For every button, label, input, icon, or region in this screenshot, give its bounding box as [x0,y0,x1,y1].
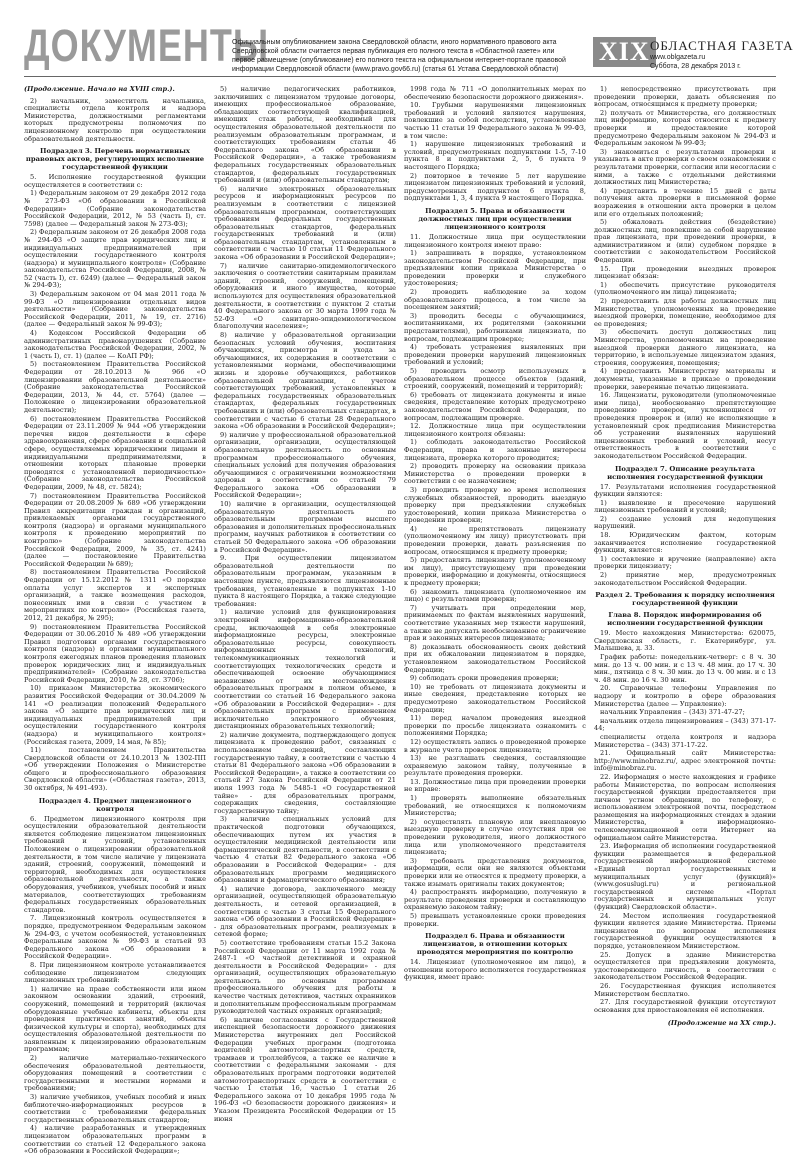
paragraph: 5) соответствие требованиям статьи 15.2 Закона Российской Федерации от 11 марта 1992 года № 2487-1 «О частной детективной и охранной деятельности в Российской Федерации» - для организаций, осуществляющих образовательную деятельность по основным программам профессионального обучения для работы в качестве частных детективов, частных охранников и дополнительным профессиональным программам руководителей частных охранных организаций; [214,938,396,1016]
paragraph: 1) непосредственно присутствовать при проведении проверки, давать объяснения по вопросам, относящимся к предмету проверки; [594,85,776,109]
paragraph: 12) осуществлять запись о проведенной проверке в журнале учета проверок лицензиата; [404,737,586,754]
paragraph: 2) предоставить для работы должностных лиц Министерства, уполномоченных на проведение выездной проверки, помещение, необходимое для ее проведения; [594,297,776,328]
paragraph: начальник отдела лицензирования – (343) 371-17-44; [594,716,776,733]
section-heading: Подраздел 4. Предмет лицензионного контроля [38,796,192,813]
paragraph: 6) постановлением Правительства Российской Федерации от 23.11.2009 № 944 «Об утверждении перечня видов деятельности в сфере здравоохранения, сфере образования и социальной сфере, осуществляемых юридическими лицами и индивидуальными предпринимателями, в отношении которых плановые проверки проводятся с установленной периодичностью» (Собрание законодательства Российской Федерации, 2009, № 48, ст. 5824); [24,414,206,491]
paragraph: 3) проводить беседы с обучающимися, воспитанниками, их родителями (законными представителями), работниками лицензиата, по вопросам, подлежащим проверке; [404,311,586,343]
paragraph: 6. Предметом лицензионного контроля при осуществлении образовательной деятельности является соблюдение лицензиатом лицензионных требований и условий, установленных Положением о лицензировании образовательной деятельности, в том числе наличие у лицензиата зданий, строений, сооружений, помещений и территорий, необходимых для осуществления образовательной деятельности, а также оборудования, учебников, учебных пособий и иных материалов, соответствующих требованиям федеральных государственных образовательных стандартов. [24,814,206,914]
paragraph: 1) наличие на праве собственности или ином законном основании зданий, строений, сооружений, помещений и территорий (включая оборудованные учебные кабинеты, объекты для проведения практических занятий, объекты физической культуры и спорта), необходимых для осуществления образовательной деятельности по заявленным к лицензированию образовательным программам; [24,984,206,1054]
paragraph: 11. Должностные лица при осуществлении лицензионного контроля имеют право: [404,232,586,249]
paragraph: начальник Управления – (343) 371-47-27; [600,708,745,717]
paragraph: 2) повторное в течение 5 лет нарушение лицензиатом лицензионных требований и условий, предусмотренных подпунктом 6 пункта 8, подпунктами 1, 3, 4 пункта 9 настоящего Порядка. [404,171,586,203]
text-column-3 [404,86,586,1088]
paragraph: 16. Лицензиаты, руководители (уполномоченные ими лица), необоснованно препятствующие проведению проверок, уклоняющиеся от проведения проверок и (или) не исполняющие в установленный срок предписания Министерства об устранении выявленных нарушений лицензионных требований и условий, несут ответственность в соответствии с законодательством Российской Федерации. [594,391,776,460]
paragraph: 6) требовать от лицензиата документы и иные сведения, представление которых предусмотрено законодательством Российской Федерации, по вопросам, подлежащим проверке. [404,390,586,422]
paragraph: 4) представить в течение 15 дней с даты получения акта проверки в письменной форме возражения в отношении акта проверки в целом или его отдельных положений; [594,186,776,218]
section-heading: Глава 8. Порядок информирования об исполнении государственной функции [607,611,763,628]
paragraph: 10) не требовать от лицензиата документы и иные сведения, представление которых не предусмотрено законодательством Российской Федерации; [404,682,586,714]
paragraph: 17. Результатами исполнения государственной функции являются: [594,482,776,499]
section-heading: Подраздел 6. Права и обязанности лицензиатов, в отношении которых проводятся мероприятия по контролю [416,932,574,957]
paragraph: 1) обеспечить присутствие руководителя (уполномоченного им лица) лицензиата; [594,280,776,297]
paragraph: 3) проводить проверку во время исполнения служебных обязанностей, проводить выездную проверку при предъявлении служебных удостоверений, копии приказа Министерства о проведении проверки; [404,485,586,525]
paragraph: 9. При осуществлении лицензиатом образовательной деятельности по образовательным программам, указанным в настоящем пункте, предъявляются лицензионные требования, установленные в подпунктах 1-10 пункта 8 настоящего Порядка, а также следующие требования: [214,554,396,608]
paragraph: 13) не разглашать сведения, составляющие охраняемую законом тайну, полученные в результате проведения проверки. [404,754,586,778]
paragraph: 7) учитывать при определении мер, принимаемых по фактам выявленных нарушений, соответствие указанных мер тяжести нарушений, а также не допускать необоснованное ограничение прав и законных интересов лицензиата; [404,603,586,643]
paragraph: 3) наличие специальных условий для практической подготовки обучающихся, обеспечивающих путем их участия в осуществлении медицинской деятельности или фармацевтической деятельности, в соответствии с частью 4 статьи 82 Федерального закона «Об образовании в Российской Федерации» - для образовательных программ медицинского образования и фармацевтического образования; [214,815,396,885]
paragraph: 1) Федеральным законом от 29 декабря 2012 года № 273-ФЗ «Об образовании в Российской Федерации» (Собрание законодательства Российской Федерации, 2012, № 53 (часть I), ст. 7598) (далее — Федеральный закон № 273-ФЗ); [24,189,206,228]
paragraph: 18. Юридическим фактом, которым заканчивается исполнение государственной функции, является: [594,531,776,555]
paragraph: 14. Лицензиат (уполномоченное им лицо), в отношении которого исполняется государственная функция, имеет право: [404,958,586,982]
paragraph: 1) нарушение лицензионных требований и условий, предусмотренных подпунктами 1-5, 7-10 пункта 8 и подпунктами 2, 5, 6 пункта 9 настоящего Порядка; [404,140,586,171]
paragraph: 1) выявление и пресечение нарушений лицензионных требований и условий; [594,498,776,515]
paragraph: специалисты отдела контроля и надзора Министерства – (343) 371-17-22. [594,732,776,749]
paragraph: 19. Место нахождения Министерства: 620075, Свердловская область, г. Екатеринбург, ул. Малышева, д. 33. [594,629,776,653]
paragraph: 7) постановлением Правительства Российской Федерации от 20.08.2009 № 689 «Об утверждении Правил аккредитации граждан и организаций, привлекаемых органами государственного контроля (надзора) и органами муниципального контроля к проведению мероприятий по контролю» (Собрание законодательства Российской Федерации, 2009, № 35, ст. 4241) (далее — постановление Правительства Российской Федерации № 689); [24,491,206,568]
paragraph: 6) наличие согласования с Государственной инспекцией безопасности дорожного движения Министерства внутренних дел Российской Федерации учебных программ (подготовка водителей) автомототранспортных средств, трамваев и троллейбусов, а также ее наличие в соответствии с федеральными законами - для образовательных программ подготовки водителей автомототранспортных средств в соответствии с частью 1 статьи 16, частью 1 статьи 26 Федерального закона от 10 декабря 1995 года № 196-ФЗ «О безопасности дорожного движения» и Указом Президента Российской Федерации от 15 июня [214,1015,396,1123]
paragraph: 2) наличие материально-технического обеспечения образовательной деятельности, оборудования помещений в соответствии с государственными и местными нормами и требованиями; [24,1054,206,1093]
paragraph: 8) постановлением Правительства Российской Федерации от 15.12.2012 № 1311 «О порядке оплаты услуг экспертов и экспертных организаций, а также возмещения расходов, понесенных ими в связи с участием в мероприятиях по контролю» (Российская газета, 2012, 21 декабря, № 295); [24,568,206,622]
paragraph: 5) постановлением Правительства Российской Федерации от 28.10.2013 № 966 «О лицензировании образовательной деятельности» (Собрание законодательства Российской Федерации, 2013, № 44, ст. 5764) (далее — Положение о лицензировании образовательной деятельности); [24,360,206,414]
paragraph: 2) начальник, заместитель начальника, специалисты отдела контроля и надзора Министерства, должностными регламентами которых предусмотрены полномочия по лицензионному контролю при осуществлении образовательной деятельности. [24,96,206,143]
paragraph: 4) наличие договора, заключенного между организацией, осуществляющей образовательную деятельность, и сетевой организацией, в соответствии с частью 3 статьи 15 Федерального закона «Об образовании в Российской Федерации» - для образовательных программ, реализуемых в сетевой форме; [214,884,396,939]
paragraph: 5) наличие педагогических работников, заключивших с лицензиатом трудовые договоры, имеющих профессиональное образование, обладающих соответствующей квалификацией, имеющих стаж работы, необходимый для осуществления образовательной деятельности по реализуемым образовательным программам, и соответствующих требованиям статьи 46 Федерального закона «Об образовании в Российской Федерации», а также требованиям федеральных государственных образовательных стандартов, федеральных государственных требований и (или) образовательным стандартам; [214,85,396,185]
paragraph: 2) наличие документа, подтверждающего допуск лицензиата к проведению работ, связанных с использованием сведений, составляющих государственную тайну, в соответствии с частью 4 статьи 81 Федерального закона «Об образовании в Российской Федерации», а также в соответствии со статьей 27 Закона Российской Федерации от 21 июля 1993 года № 5485-1 «О государственной тайне» - для образовательных программ, содержащих сведения, составляющие государственную тайну; [214,730,396,815]
paragraph: 22. Информация о месте нахождения и графике работы Министерства, по вопросам исполнения государственной функции предоставляется при личном устном обращении, по телефону, с использованием электронной почты, посредством размещения на информационных стендах в здании Министерства, в информационно-телекоммуникационной сети Интернет на официальном сайте Министерства. [594,772,776,842]
paragraph: 26. Государственная функция исполняется Министерством бесплатно. [594,981,776,998]
section-heading: Подраздел 3. Перечень нормативных правовых актов, регулирующих исполнение государственной функции [25,147,205,172]
paragraph: 3) наличие учебников, учебных пособий и иных библиотечно-информационных ресурсов в соответствии с требованиями федеральных государственных образовательных стандартов; [24,1093,206,1124]
paragraph: 20. Справочные телефоны Управления по надзору и контролю в сфере образования Министерства (далее — Управление): [594,684,776,708]
paragraph: 7) наличие санитарно-эпидемиологического заключения о соответствии санитарным правилам зданий, строений, сооружений, помещений, оборудования и иного имущества, которые используются для осуществления образовательной деятельности, в соответствии с пунктом 2 статьи 40 Федерального закона от 30 марта 1999 года № 52-ФЗ «О санитарно-эпидемиологическом благополучии населения»; [214,261,396,331]
paragraph: 10. Грубыми нарушениями лицензионных требований и условий являются нарушения, повлекшие за собой последствия, установленные частью 11 статьи 19 Федерального закона № 99-ФЗ, в том числе: [404,101,586,140]
official-publication-note: Официальным опубликованием закона Свердловской области, иного нормативного правового акта Свердловской области считается первая публикация его полного текста в «Областной газете» или первое размещение (опубликование) его полного текста на официальном интернет-портале правовой информации Свердловской области (www.pravo.gov66.ru) (статья 61 Устава Свердловской области) [232,39,566,73]
page-header [0,0,800,74]
paragraph: 11) постановлением Правительства Свердловской области от 24.10.2013 № 1302-ПП «Об утверждении Положения о Министерстве общего и профессионального образования Свердловской области» («Областная газета», 2013, 30 октября, № 491-493). [24,746,206,793]
paragraph: 2) Федеральным законом от 26 декабря 2008 года № 294-ФЗ «О защите прав юридических лиц и индивидуальных предпринимателей при осуществлении государственного контроля (надзора) и муниципального контроля» (Собрание законодательства Российской Федерации, 2008, № 52 (часть I), ст. 6249) (далее — Федеральный закон № 294-ФЗ); [24,228,206,290]
text-column-4 [594,86,776,1088]
section-heading: Подраздел 5. Права и обязанности должностных лиц при осуществлении лицензионного контроля [418,206,572,231]
paragraph: 9) наличие у профессиональной образовательной организации, организации, осуществляющей образовательную деятельность по основным программам профессионального обучения, специальных условий для получения образования обучающимися с ограниченными возможностями здоровья в соответствии со статьей 79 Федерального закона «Об образовании в Российской Федерации»; [214,430,396,500]
paragraph: 9) постановлением Правительства Российской Федерации от 30.06.2010 № 489 «Об утверждении Правил подготовки органами государственного контроля (надзора) и органами муниципального контроля ежегодных планов проведения плановых проверок юридических лиц и индивидуальных предпринимателей» (Собрание законодательства Российской Федерации, 2010, № 28, ст. 3706); [24,622,206,684]
newspaper-name: ОБЛАСТНАЯ ГАЗЕТА [650,38,794,53]
document-columns [24,85,776,1156]
paragraph: 4) наличие разработанных и утвержденных лицензиатом образовательных программ в соответствии со статьей 12 Федерального закона «Об образовании в Российской Федерации»; [24,1124,206,1156]
paragraph: 3) обеспечить доступ должностных лиц Министерства, уполномоченных на проведение выездной проверки данного лицензиата, на территорию, в используемые лицензиатом здания, строения, сооружения, помещения; [594,328,776,367]
paragraph: 10) наличие в организации, осуществляющей образовательную деятельность по образовательным программам высшего образования и дополнительных профессиональных программ, научных работников в соответствии со статьей 50 Федерального закона «Об образовании в Российской Федерации». [214,500,396,554]
paragraph: 11) перед началом проведения выездной проверки по просьбе лицензиата ознакомить с положениями Порядка; [404,714,586,738]
paragraph: 2) проводить проверку на основании приказа Министерства о проведении проверки в соответствии с ее назначением; [404,462,586,486]
paragraph: 9) соблюдать сроки проведения проверки; [410,674,559,683]
paragraph: 12. Должностные лица при осуществлении лицензионного контроля обязаны: [404,422,586,438]
paragraph: 5) обжаловать действия (бездействие) должностных лиц, повлекшие за собой нарушение прав лицензиата, при проведении проверки, в административном и (или) судебном порядке в соответствии с законодательством Российской Федерации. [594,218,776,265]
paragraph: 13. Должностные лица при проведении проверки не вправе: [404,777,586,794]
paragraph: 4) предоставить Министерству материалы и документы, указанные в приказе о проведении проверки, заверенные печатью лицензиата. [594,367,776,391]
paragraph: 5) превышать установленные сроки проведения проверки. [404,911,586,928]
issue-date: Суббота, 28 декабря 2013 г. [650,63,741,70]
paragraph: 1) составление и вручение (направление) акта проверки лицензиату; [594,554,776,571]
paragraph: 1) проверять выполнение обязательных требований, не относящихся к полномочиям Министерства; [404,794,586,818]
section-heading: Раздел 2. Требования к порядку исполнения государственной функции [595,591,775,608]
section-heading: Подраздел 7. Описание результата исполнения государственной функции [607,464,763,481]
paragraph: 2) принятие мер, предусмотренных законодательством Российской Федерации. [594,571,776,587]
paragraph: 2) получать от Министерства, его должностных лиц информацию, которая относится к предмету проверки и предоставление которой предусмотрено Федеральным законом № 294-ФЗ и Федеральным законом № 99-ФЗ; [594,108,776,148]
paragraph: 2) осуществлять плановую или внеплановую выездную проверку в случае отсутствия при ее проведении руководителя, иного должностного лица или уполномоченного представителя лицензиата; [404,817,586,857]
paragraph: 3) требовать представления документов, информации, если они не являются объектами проверки или не относятся к предмету проверки, а также изымать оригиналы таких документов; [404,856,586,888]
paragraph: 23. Информация об исполнении государственной функции размещается в федеральной государственной информационной системе «Единый портал государственных и муниципальных услуг (функций)» (www.gosuslugi.ru) и региональной государственной системе «Портал государственных и муниципальных услуг (функций) Свердловской области». [594,842,776,911]
paragraph: 4) не препятствовать лицензиату (уполномоченному им лицу) присутствовать при проведении проверки, давать разъяснения по вопросам, относящимся к предмету проверки; [404,524,586,556]
continuation-note: (Продолжение. Начало на XVIII стр.). [24,85,175,93]
paragraph: 4) требовать устранения выявленных при проведении проверки нарушений лицензионных требований и условий; [404,343,586,367]
paragraph: 2) создание условий для недопущения нарушений. [594,514,776,531]
paragraph: 4) распространять информацию, полученную в результате проведения проверки и составляющую охраняемую законом тайну; [404,888,586,912]
paragraph: 25. Допуск в здание Министерства осуществляется при предъявлении документа, удостоверяющего личность, в соответствии с законодательством Российской Федерации. [594,950,776,982]
paragraph: 1) соблюдать законодательство Российской Федерации, права и законные интересы лицензиата, проверка которого проводится; [404,438,586,462]
paragraph: 27. Для государственной функции отсутствуют основания для приостановления её исполнения. [594,998,776,1014]
paragraph: 7. Лицензионный контроль осуществляется в порядке, предусмотренном Федеральным законом № 294-ФЗ, с учетом особенностей, установленных Федеральным законом № 99-ФЗ и статьей 93 Федерального закона «Об образовании в Российской Федерации». [24,914,206,961]
paragraph: 6) знакомить лицензиата (уполномоченное им лицо) с результатами проверки; [404,587,586,604]
paragraph: 3) Федеральным законом от 04 мая 2011 года № 99-ФЗ «О лицензировании отдельных видов деятельности» (Собрание законодательства Российской Федерации, 2011, № 19, ст. 2716) (далее — Федеральный закон № 99-ФЗ); [24,290,206,329]
paragraph: 15. При проведении выездных проверок лицензиат обязан: [594,264,776,281]
paragraph: 24. Местом исполнения государственной функции является здание Министерства. Приемы лицензиатов по вопросам исполнения государственной функции осуществляются в порядке, установленном Министерством. [594,911,776,950]
paragraph: 1998 года № 711 «О дополнительных мерах по обеспечению безопасности дорожного движения». [404,85,586,101]
header-divider [24,76,776,77]
paragraph: 3) знакомиться с результатами проверки и указывать в акте проверки о своем ознакомлении с результатами проверки, согласии или несогласии с ними, а также с отдельными действиями должностных лиц Министерства; [594,147,776,187]
paragraph: 5) проводить осмотр используемых в образовательном процессе объектов (зданий, строений, сооружений, помещений и территорий); [404,367,586,391]
continuation-note: (Продолжение на XX стр.). [667,1019,776,1028]
newspaper-site[interactable]: www.oblgazeta.ru [650,54,706,61]
paragraph: 5) предоставлять лицензиату (уполномоченному им лицу), присутствующему при проведении проверки, информацию и документы, относящиеся к предмету проверки; [404,556,586,588]
text-column-1 [24,85,206,1156]
paragraph: 10) приказом Министерства экономического развития Российской Федерации от 30.04.2009 № 141 «О реализации положений Федерального закона «О защите прав юридических лиц и индивидуальных предпринимателей при осуществлении государственного контроля (надзора) и муниципального контроля» (Российская газета, 2009, 14 мая, № 85); [24,684,206,746]
paragraph: 1) запрашивать в порядке, установленном законодательством Российской Федерации, при предъявлении копии приказа Министерства о проведении проверки и служебного удостоверения; [404,249,586,288]
paragraph: 21. Официальный сайт Министерства: http://www.minobraz.ru/, адрес электронной почты: info@minobraz.ru. [594,749,776,773]
paragraph: 8. При лицензионном контроле устанавливается соблюдение лицензиатом следующих лицензионных требований: [24,960,206,985]
paragraph: 5. Исполнение государственной функции осуществляется в соответствии с: [24,173,206,189]
paragraph: 1) наличие условий для функционирования электронной информационно-образовательной среды, включающей в себя электронные информационные ресурсы, электронные образовательные ресурсы, совокупность информационных технологий, телекоммуникационных технологий и соответствующих технологических средств и обеспечивающей освоение обучающимися независимо от их местонахождения образовательных программ в полном объеме, в соответствии со статьей 16 Федерального закона «Об образовании в Российской Федерации» - для образовательных программ с применением исключительно электронного обучения, дистанционных образовательных технологий; [214,608,396,731]
text-column-2 [214,85,396,1123]
paragraph: 4) Кодексом Российской Федерации об административных правонарушениях (Собрание законодательства Российской Федерации, 2002, № 1 (часть I), ст. 1) (далее — КоАП РФ); [24,329,206,360]
paragraph: 2) проводить наблюдение за ходом образовательного процесса, в том числе за посещением занятий; [404,288,586,312]
paragraph: 6) наличие электронных образовательных ресурсов и информационных ресурсов по реализуемым в соответствии с лицензией образовательным программам, соответствующих требованиям федеральных государственных образовательных стандартов, федеральных государственных требований и (или) образовательным стандартам, установленным в соответствии с частью 10 статьи 11 Федерального закона «Об образовании в Российской Федерации»; [214,184,396,262]
paragraph: График работы: понедельник-четверг: с 8 ч. 30 мин. до 13 ч. 00 мин. и с 13 ч. 48 мин. до 17 ч. 30 мин., пятница с 8 ч. 30 мин. до 13 ч. 00 мин. и с 13 ч. 48 мин. до 16 ч. 30 мин. [594,653,776,684]
section-title: ДОКУМЕНТЫ [24,19,270,71]
paragraph: 8) доказывать обоснованность своих действий при их обжаловании лицензиатом в порядке, установленном законодательством Российской Федерации; [404,642,586,674]
paragraph: 8) наличие у образовательной организации безопасных условий обучения, воспитания обучающихся, присмотра и ухода за обучающимися, их содержания в соответствии с установленными нормами, обеспечивающими жизнь и здоровье обучающихся, работников образовательной организации, с учетом соответствующих требований, установленных в федеральных государственных образовательных стандартах, федеральных государственных требованиях и (или) образовательных стандартах, в соответствии с частью 6 статьи 28 Федерального закона «Об образовании в Российской Федерации»; [214,331,396,431]
page-roman-number: XIX [593,37,656,67]
